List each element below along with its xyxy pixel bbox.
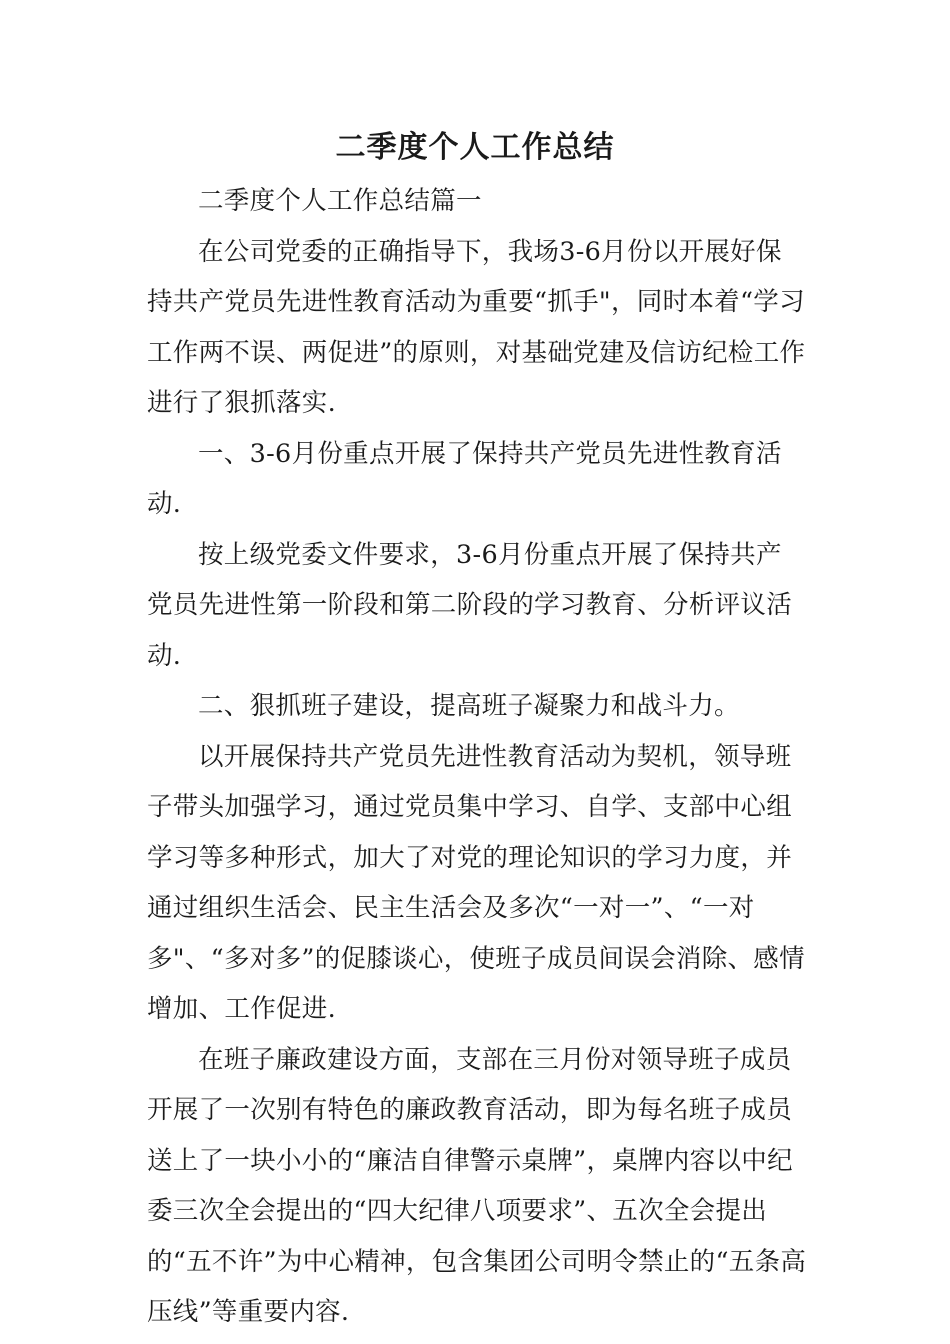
paragraph: 在公司党委的正确指导下，我场3-6月份以开展好保持共产党员先进性教育活动为重要“抓手"，同时本着“学习工作两不误、两促进”的原则，对基础党建及信访纪检工作进行了狠抓落实.	[147, 236, 806, 418]
section-heading: 二季度个人工作总结篇一	[198, 186, 482, 216]
section-heading: 二、狠抓班子建设，提高班子凝聚力和战斗力。	[198, 691, 740, 721]
document-body	[147, 176, 807, 1338]
document-title: 二季度个人工作总结	[335, 130, 615, 165]
paragraph: 以开展保持共产党员先进性教育活动为契机，领导班子带头加强学习，通过党员集中学习、自学、支部中心组学习等多种形式，加大了对党的理论知识的学习力度，并通过组织生活会、民主生活会及多次“一对一”、“一对多"、“多对多”的促膝谈心，使班子成员间误会消除、感情增加、工作促进.	[147, 741, 805, 1024]
paragraph: 在班子廉政建设方面，支部在三月份对领导班子成员开展了一次别有特色的廉政教育活动，即为每名班子成员送上了一块小小的“廉洁自律警示桌牌”，桌牌内容以中纪委三次全会提出的“四大纪律八项要求”、五次全会提出的“五不许”为中心精神，包含集团公司明令禁止的“五条高压线”等重要内容.	[147, 1044, 807, 1327]
section-heading: 一、3-6月份重点开展了保持共产党员先进性教育活动.	[147, 438, 782, 519]
paragraph: 按上级党委文件要求，3-6月份重点开展了保持共产党员先进性第一阶段和第二阶段的学习教育、分析评议活动.	[147, 539, 793, 671]
